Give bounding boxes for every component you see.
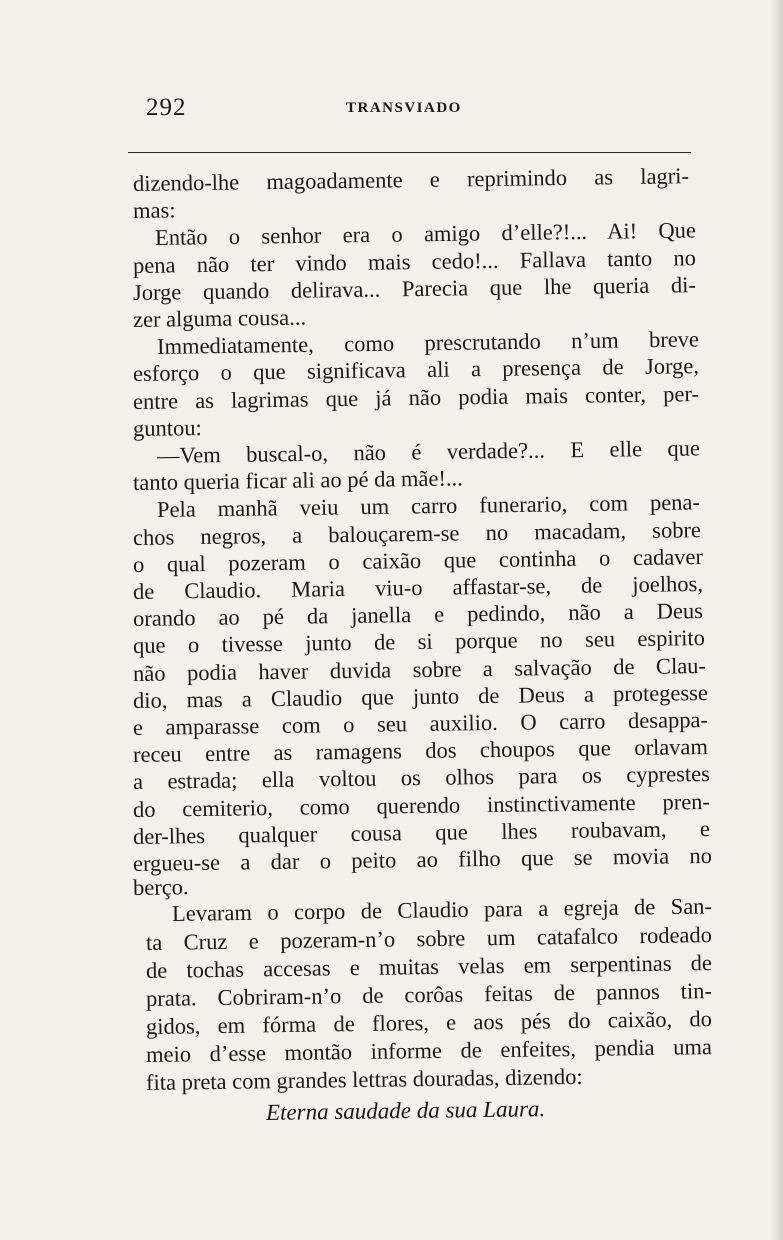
text-line: a estrada; ella voltou os olhos para os cyprestes bbox=[132, 760, 711, 794]
text-line: Levaram o corpo de Claudio para a egreja de San- bbox=[171, 893, 713, 926]
text-line: receu entre as ramagens dos choupos que orlavam bbox=[132, 733, 709, 767]
text-line: que o tivesse junto de si porque no seu espirito bbox=[132, 625, 706, 658]
closing-inscription: Eterna saudade da sua Laura. bbox=[265, 1096, 546, 1125]
text-line: Então o senhor era o amigo d’elle?!... Ai! Que bbox=[154, 217, 697, 250]
page-edge-shadow bbox=[769, 0, 783, 1240]
text-line: Pela manhã veiu um carro funerario, com pena- bbox=[156, 489, 701, 522]
text-line: tanto queria ficar ali ao pé da mãe!... bbox=[132, 465, 463, 495]
text-line: —Vem buscal-o, não é verdade?... E elle que bbox=[156, 435, 701, 468]
page-header bbox=[146, 94, 691, 124]
header-rule bbox=[128, 152, 691, 153]
text-line: chos negros, a balouçarem-se no macadam, sobre bbox=[132, 517, 702, 550]
text-line: Immediatamente, como prescrutando n’um breve bbox=[156, 326, 700, 359]
text-line: entre as lagrimas que já não podia mais conter, per- bbox=[132, 381, 700, 414]
text-line: gidos, em fórma de flores, e aos pés do caixão, do bbox=[145, 1006, 713, 1039]
text-line: o qual pozeram o caixão que continha o cadaver bbox=[132, 544, 704, 577]
text-line: ergueu-se a dar o peito ao filho que se movia no bbox=[132, 842, 713, 876]
text-line: berço. bbox=[132, 874, 189, 900]
page-number: 292 bbox=[146, 94, 187, 121]
text-line: e amparasse com o seu auxilio. O carro desappa- bbox=[132, 706, 709, 740]
text-line: de Claudio. Maria viu-o affastar-se, de joelhos, bbox=[132, 571, 704, 604]
text-line: esforço o que significava ali a presença de Jorge, bbox=[132, 353, 700, 386]
text-line: do cemiterio, como querendo instinctivamente pren- bbox=[132, 788, 711, 822]
text-line: não podia haver duvida sobre a salvação de Clau- bbox=[132, 653, 707, 686]
running-title: TRANSVIADO bbox=[346, 100, 462, 116]
text-line: ta Cruz e pozeram-n’o sobre um catafalco rodeado bbox=[145, 922, 713, 955]
text-line: dizendo-lhe magoadamente e reprimindo as lagri- bbox=[132, 163, 690, 196]
text-line: Jorge quando delirava... Parecia que lhe queria di- bbox=[132, 272, 697, 305]
text-line: orando ao pé da janella e pedindo, não a Deus bbox=[132, 598, 704, 631]
text-line: prata. Cobriram-n’o de corôas feitas de pannos tin- bbox=[145, 978, 713, 1011]
text-line: meio d’esse montão informe de enfeites, pendia uma bbox=[145, 1034, 713, 1067]
text-line: dio, mas a Claudio que junto de Deus a protegesse bbox=[132, 679, 709, 713]
text-line: guntou: bbox=[132, 415, 202, 441]
text-line: zer alguma cousa... bbox=[132, 304, 307, 332]
text-line: mas: bbox=[132, 197, 176, 223]
text-line: de tochas accesas e muitas velas em serpentinas de bbox=[145, 950, 713, 983]
text-line: fita preta com grandes lettras douradas, dizendo: bbox=[145, 1063, 583, 1095]
text-line: pena não ter vindo mais cedo!... Fallava tanto no bbox=[132, 245, 697, 278]
text-line: der-lhes qualquer cousa que lhes roubavam, e bbox=[132, 815, 711, 849]
